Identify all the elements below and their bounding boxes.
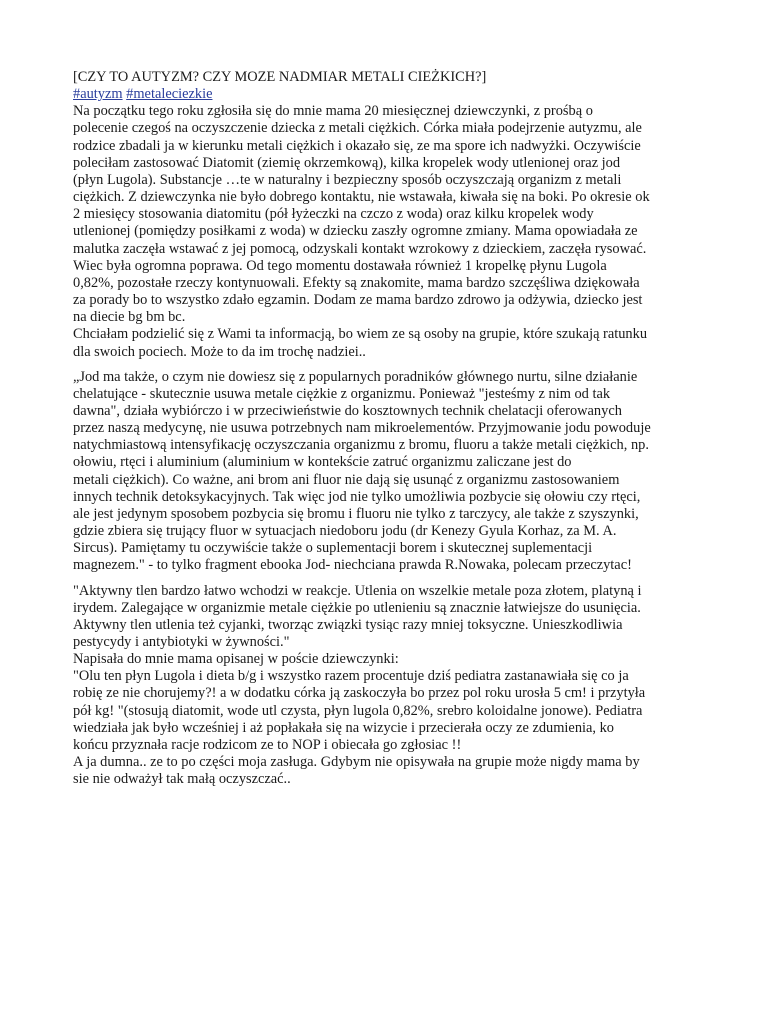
hashtag-line (73, 86, 699, 103)
author-conclusion-paragraph: A ja dumna.. ze to po części moja zasługa. Gdybym nie opisywała na grupie może nigdy mama by sie nie odważył tak małą oczyszczać.. (73, 754, 640, 788)
paragraph-spacer (73, 575, 699, 583)
document-page (73, 69, 699, 788)
active-oxygen-quote-paragraph: "Aktywny tlen bardzo łatwo wchodzi w reakcje. Utlenia on wszelkie metale poza złotem, platyną i irydem. Zalegające w organizmie metale ciężkie po utlenieniu są znacznie łatwiejsze do usunięcia. Aktywny tlen utlenia też cyjanki, tworząc związki tysiąc razy mniej toksyczne. Unieszkodliwia pestycydy i antybiotyki w żywności." (73, 582, 642, 650)
mother-message-paragraph: Napisała do mnie mama opisanej w poście dziewczynki: "Olu ten płyn Lugola i dieta b/g i wszystko razem procentuje dziś pediatra zastanawiała się co ja robię ze nie chorujemy?! a w dodatku córka ją zaskoczyła bo przez pol roku urosła 5 cm! i przytyła pół kg! "(stosują diatomit, wode utl czysta, płyn lugola 0,82%, srebro koloidalne jonowe). Pediatra wiedziała jak było wcześniej i aż popłakała się na wizycie i przecierała oczy ze zdumienia, ko końcu przyznała racje rodzicom ze to NOP i obiecała go zgłosiac !! (73, 651, 646, 753)
iodine-quote-paragraph: „Jod ma także, o czym nie dowiesz się z popularnych poradników głównego nurtu, silne działanie chelatujące - skutecznie usuwa metale ciężkie z organizmu. Ponieważ "jesteśmy z nim od tak dawna", działa wybiórczo i w przeciwieństwie do kosztownych technik chelatacji oferowanych przez naszą medycynę, nie usuwa potrzebnych nam mikroelementów. Przyjmowanie jodu powoduje natychmiastową intensyfikację oczyszczania organizmu z bromu, fluoru a także metali ciężkich, np. ołowiu, rtęci i aluminium (aluminium w kontekście zatruć organizmu zaliczane jest do metali ciężkich). Co ważne, ani brom ani fluor nie dają się usunąć z organizmu zastosowaniem innych technik detoksykacyjnych. Tak więc jod nie tylko umożliwia pozbycie się ołowiu czy rtęci, ale jest jedynym sposobem pozbycia się bromu i fluoru nie tylko z tarczycy, ale także z szyszynki, gdzie zbiera się trujący fluor w sytuacjach niedoboru jodu (dr Kenezy Gyula Korhaz, za M. A. Sircus). Pamiętamy tu oczywiście także o suplementacji borem i skutecznej suplementacji magnezem." - to tylko fragment ebooka Jod- niechciana prawda R.Nowaka, polecam przeczytac! (73, 368, 651, 574)
hashtag-autyzm-link[interactable]: #autyzm (73, 86, 123, 103)
story-paragraph: Na początku tego roku zgłosiła się do mnie mama 20 miesięcznej dziewczynki, z prośbą o polecenie czegoś na oczyszczenie dziecka z metali ciężkich. Córka miała podejrzenie autyzmu, ale rodzice zbadali ja w kierunku metali ciężkich i okazało się, ze ma spore ich nadwyżki. Oczywiście poleciłam zastosować Diatomit (ziemię okrzemkową), kilka kropelek wody utlenionej oraz jod (płyn Lugola). Substancje …te w naturalny i bezpieczny sposób oczyszczają organizm z metali ciężkich. Z dziewczynka nie było dobrego kontaktu, nie wstawała, kiwała się na boki. Po okresie ok 2 miesięcy stosowania diatomitu (pół łyżeczki na czczo z woda) oraz kilku kropelek wody utlenionej (pomiędzy posiłkami z woda) w dziecku zaszły ogromne zmiany. Mama opowiadała ze malutka zaczęła wstawać z jej pomocą, odzyskali kontakt wzrokowy z dzieckiem, zaczęła rysować. Wiec była ogromna poprawa. Od tego momentu dostawała również 1 kropelkę płynu Lugola 0,82%, pozostałe rzeczy kontynuowali. Efekty są znakomite, mama bardzo szczęśliwa dziękowała za porady bo to wszystko zdało egzamin. Dodam ze mama bardzo zdrowo ja odżywia, dziecko jest na diecie bg bm bc. (73, 103, 650, 326)
paragraph-spacer (73, 361, 699, 369)
closing-note-paragraph: Chciałam podzielić się z Wami ta informacją, bo wiem ze są osoby na grupie, które szukają ratunku dla swoich pociech. Może to da im trochę nadziei.. (73, 326, 648, 360)
hashtag-metaleciezkie-link[interactable]: #metaleciezkie (126, 86, 213, 103)
post-title: [CZY TO AUTYZM? CZY MOZE NADMIAR METALI CIEŻKICH?] (73, 69, 487, 85)
